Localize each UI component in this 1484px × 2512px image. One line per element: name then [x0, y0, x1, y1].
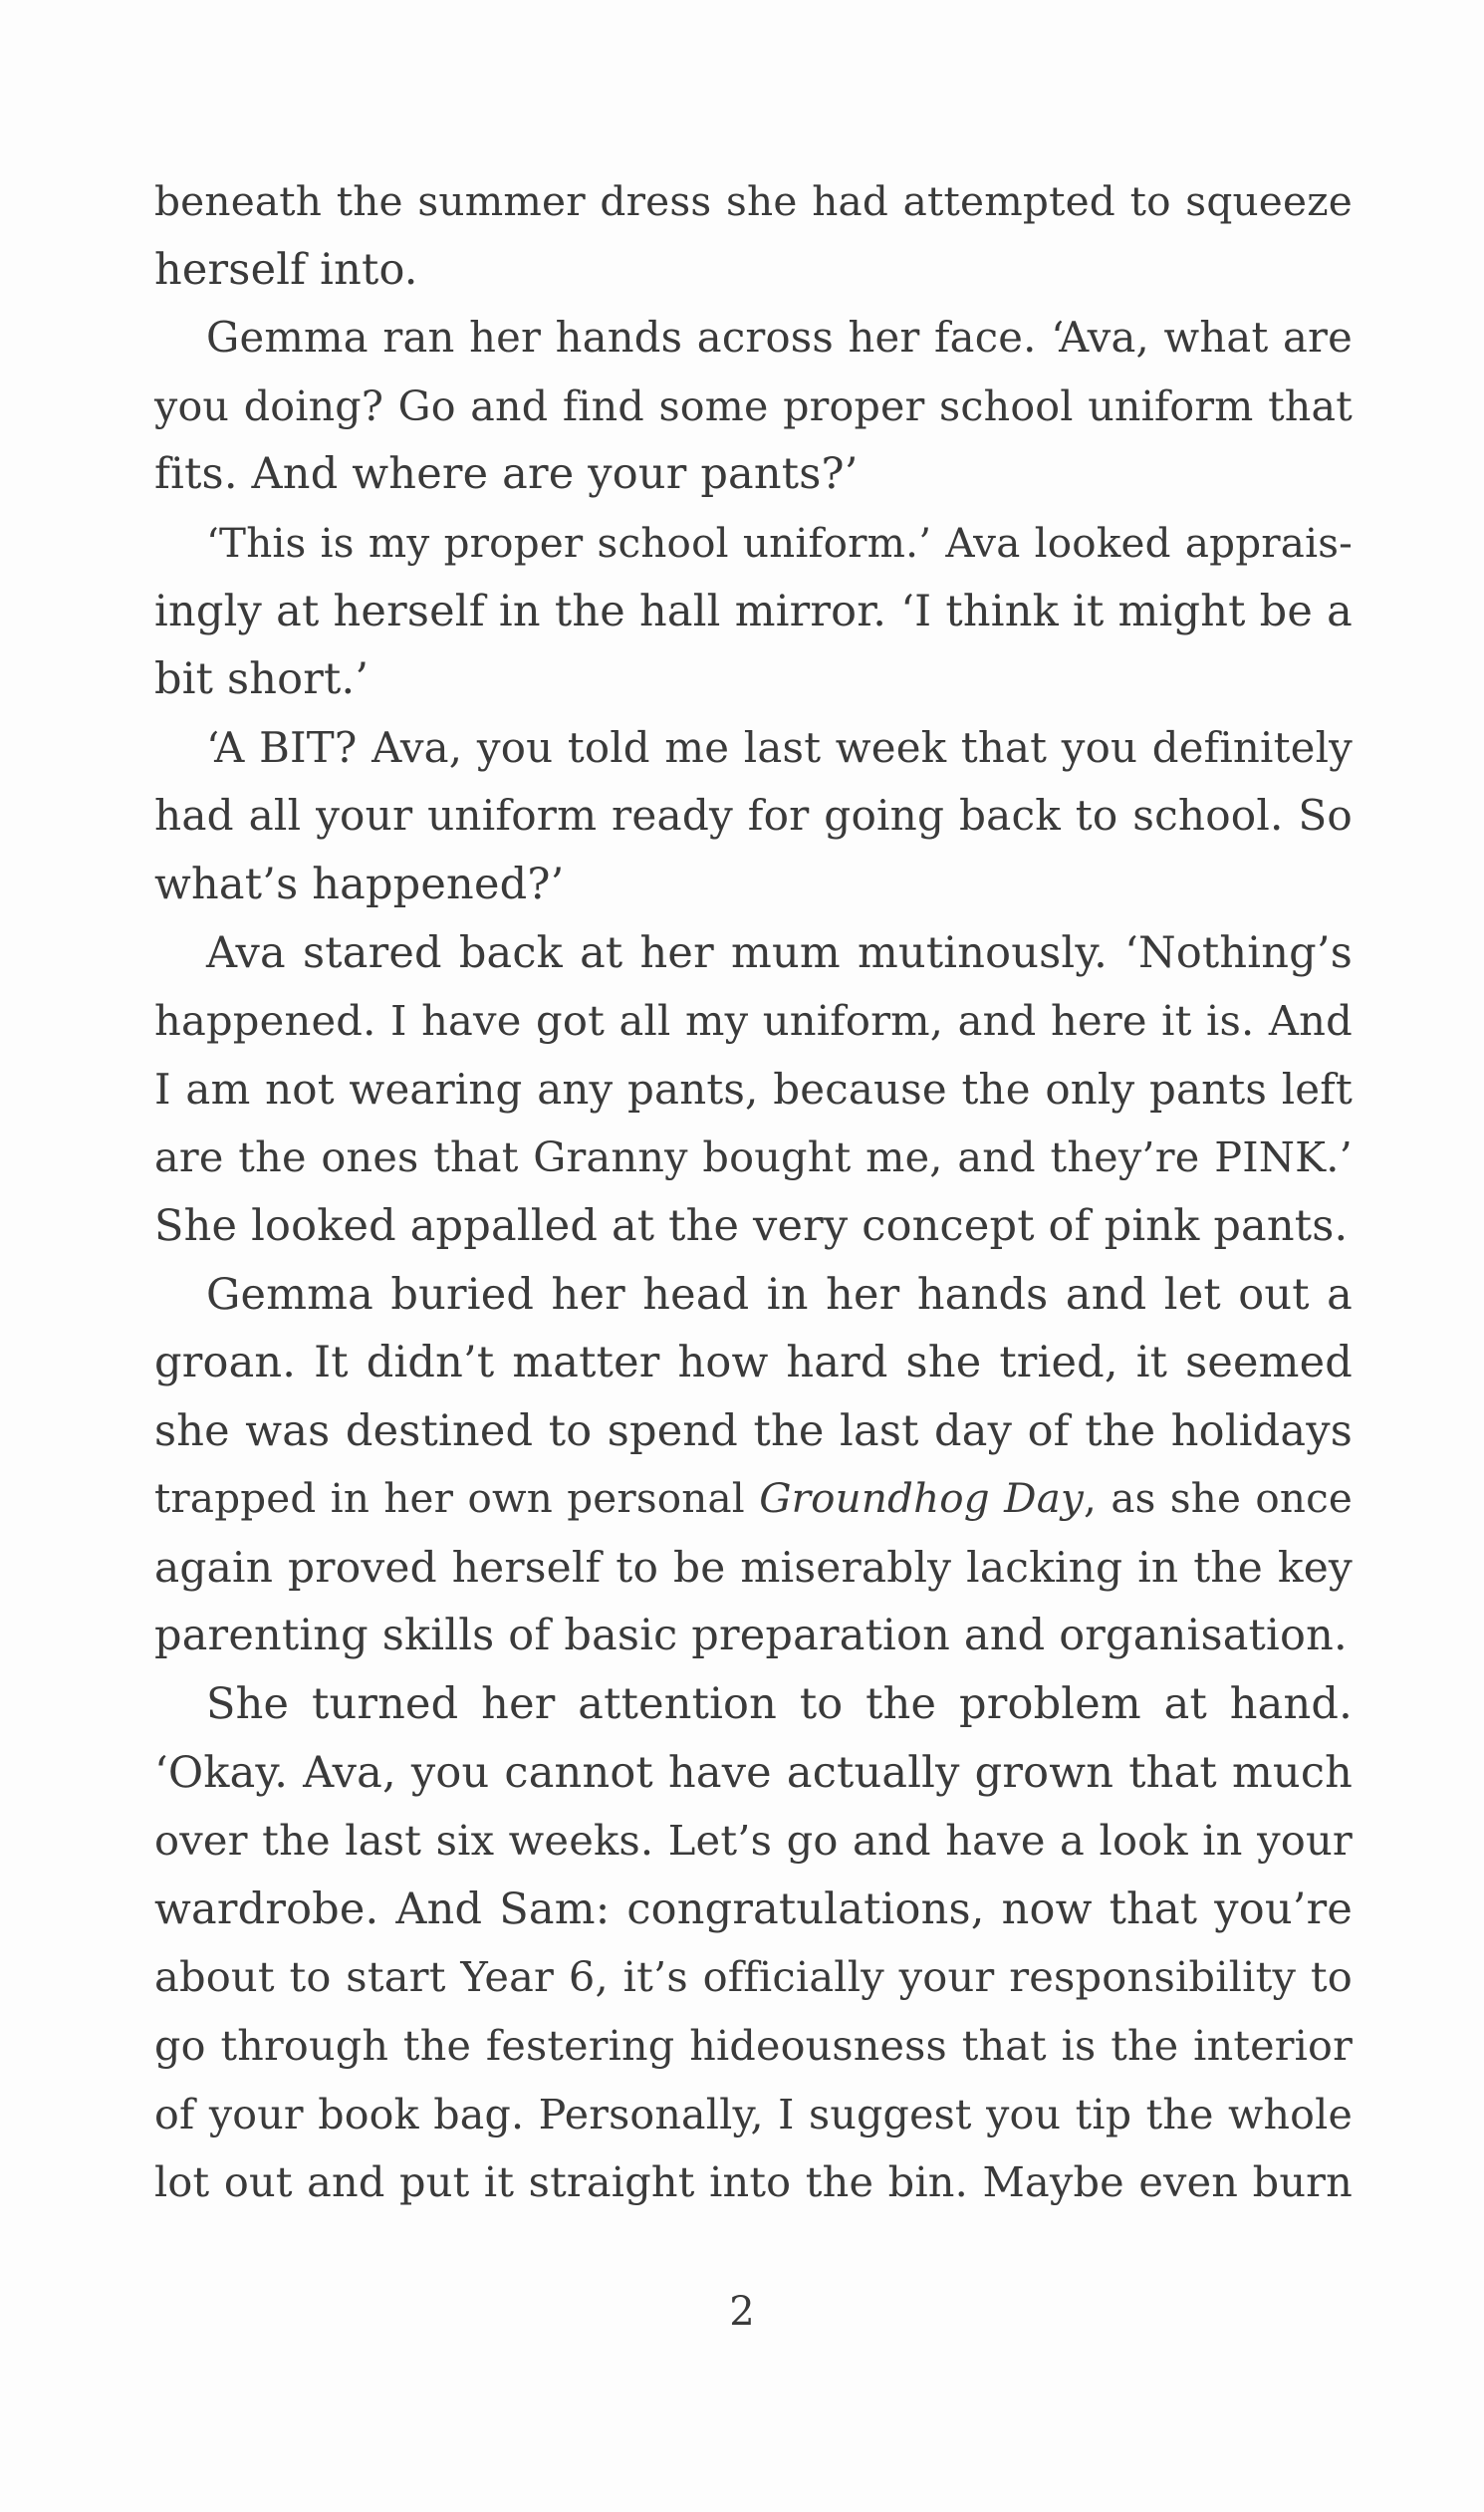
- text-line: She looked appalled at the very concept of pink pants.: [154, 1200, 1349, 1251]
- text-line: go through the festering hideousness that is the interior: [154, 2022, 1353, 2071]
- text-line: herself into.: [154, 244, 418, 295]
- text-line: I am not wearing any pants, because the only pants left: [154, 1064, 1353, 1114]
- text-line: beneath the summer dress she had attempted to squeeze: [154, 177, 1353, 225]
- text-line: ‘A BIT? Ava, you told me last week that you definitely: [206, 722, 1353, 772]
- text-line: of your book bag. Personally, I suggest you tip the whole: [154, 2090, 1353, 2138]
- text-line: She turned her attention to the problem at hand.: [206, 1679, 1353, 1730]
- text-line: Ava stared back at her mum mutinously. ‘Nothing’s: [206, 927, 1353, 978]
- text-line: she was destined to spend the last day of the holidays: [154, 1405, 1353, 1456]
- text-line: about to start Year 6, it’s officially your responsibility to: [154, 1952, 1353, 2002]
- text-line: trapped in her own personal Groundhog Day, as she once: [154, 1475, 1353, 1523]
- page-number: 2: [729, 2289, 755, 2335]
- text-line: Gemma ran her hands across her face. ‘Ava, what are: [206, 313, 1353, 363]
- text-line: ingly at herself in the hall mirror. ‘I think it might be a: [154, 586, 1353, 636]
- text-line: bit short.’: [154, 654, 370, 705]
- text-line: are the ones that Granny bought me, and they’re PINK.’: [154, 1133, 1353, 1182]
- text-line: wardrobe. And Sam: congratulations, now that you’re: [154, 1884, 1353, 1934]
- text-line: fits. And where are your pants?’: [154, 449, 859, 500]
- text-line: parenting skills of basic preparation and organisation.: [154, 1611, 1348, 1661]
- text-line: groan. It didn’t matter how hard she tried, it seemed: [154, 1338, 1353, 1388]
- text-line: Gemma buried her head in her hands and let out a: [206, 1269, 1353, 1320]
- text-line: over the last six weeks. Let’s go and have a look in your: [154, 1816, 1353, 1866]
- italic-title: Groundhog Day: [759, 1475, 1085, 1523]
- text-line: what’s happened?’: [154, 859, 565, 909]
- text-line: had all your uniform ready for going back to school. So: [154, 791, 1353, 841]
- body-text: [154, 167, 1353, 2217]
- text-line: ‘Okay. Ava, you cannot have actually grown that much: [154, 1747, 1353, 1798]
- text-line: happened. I have got all my uniform, and here it is. And: [154, 996, 1353, 1046]
- text-line: lot out and put it straight into the bin. Maybe even burn: [154, 2158, 1353, 2207]
- text-line: again proved herself to be miserably lacking in the key: [154, 1542, 1353, 1592]
- text-line: you doing? Go and find some proper school uniform that: [154, 381, 1353, 430]
- text-line: ‘This is my proper school uniform.’ Ava looked apprais-: [206, 518, 1353, 567]
